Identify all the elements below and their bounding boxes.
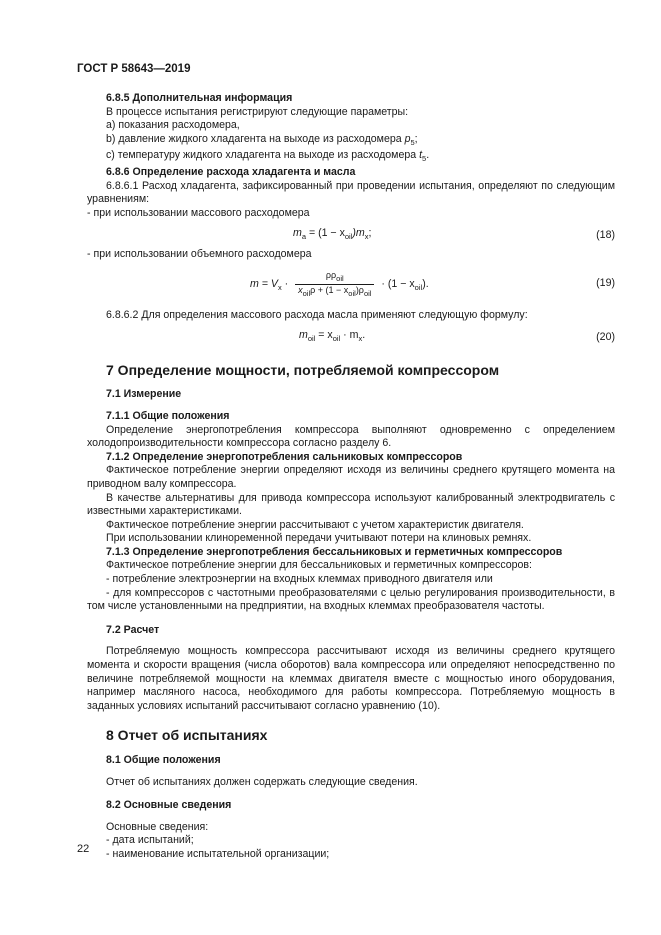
s685-item-a: а) показания расходомера, [106,119,240,132]
equation-20-number: (20) [596,330,615,343]
s82-item-1: - дата испытаний; [106,834,194,847]
section-7-title: 7 Определение мощности, потребляемой компрессором [106,361,500,378]
equation-18-number: (18) [596,228,615,241]
section-7-2-title: 7.2 Расчет [106,623,160,636]
equation-19-number: (19) [596,277,615,290]
equation-18-expression: $m_a = (1 - x_{oil})m_x$; [293,227,372,242]
s686-p1: 6.8.6.1 Расход хладагента, зафиксированный при проведении испытания, определяют по следующим уравнениям: [87,179,615,206]
equation-20-expression: $m_{oil} = x_{oil} \cdot m_x$. [299,329,366,344]
equation-19 [87,267,615,301]
section-6-8-6-title: 6.8.6 Определение расхода хладагента и масла [106,166,356,179]
s712-p2: В качестве альтернативы для привода компрессора используют калиброванный электродвигатель с известными характеристиками. [87,491,615,518]
section-8-title: 8 Отчет об испытаниях [106,727,268,744]
section-7-1-2-title: 7.1.2 Определение энергопотребления сальниковых компрессоров [106,450,463,463]
s711-text: Определение энергопотребления компрессора выполняют одновременно с определением холодопроизводительности компрессора согласно разделу 6. [87,423,615,450]
s685-item-c: c) температуру жидкого хладагента на выходе из расходомера $t_5$. [106,149,430,164]
s72-text: Потребляемую мощность компрессора рассчитывают исходя из величины среднего крутящего момента и скорости вращения (числа оборотов) вала компрессора или определяют непосредственно по величине потребляемой мощности на клеммах двигателя вместе с мощностью иного оборудования, например масляного насоса, необходимого для работы компрессора. Потребляемую мощность в заданных условиях испытаний рассчитывают согласно уравнению (10). [87,645,615,712]
page-number: 22 [77,843,90,855]
section-8-2-title: 8.2 Основные сведения [106,799,232,812]
s82-item-2: - наименование испытательной организации; [106,847,330,860]
s712-p4: При использовании клиноременной передачи учитывают потери на клиновых ремнях. [106,532,532,545]
s686-p2: 6.8.6.2 Для определения массового расхода масла применяют следующую формулу: [106,309,528,322]
equation-18 [87,226,615,246]
section-6-8-5-title: 6.8.5 Дополнительная информация [106,92,293,104]
s686-vol-label: - при использовании объемного расходомера [87,247,312,260]
s685-item-b: b) давление жидкого хладагента на выходе из расходомера $p_5$; [106,132,418,147]
s713-p1: Фактическое потребление энергии для бессальниковых и герметичных компрессоров: [106,559,532,572]
equation-19-fraction: $\frac{\rho\rho_{oil}}{x_{oil}\rho + (1 - x_{oil})\rho_{oil}}$ [295,270,374,299]
s712-p1: Фактическое потребление энергии определяют исходя из величины среднего крутящего момента на приводном валу компрессора. [87,464,615,490]
s81-text: Отчет об испытаниях должен содержать следующие сведения. [106,775,418,788]
section-7-1-title: 7.1 Измерение [106,388,182,401]
page-content [87,92,615,862]
s713-p3: - для компрессоров с частотными преобразователями с целью регулирования производительности, в том числе установленными на предприятии, на входных клеммах преобразователя частоты. [87,586,615,613]
s713-p2: - потребление электроэнергии на входных клеммах приводного двигателя или [106,573,493,586]
equation-20 [87,328,615,348]
s82-intro: Основные сведения: [106,820,209,833]
equation-19-expression: $m = V_x$ · $\frac{\rho\rho_{oil}}{x_{oil}\rho + (1 - x_{oil})\rho_{oil}}$ · $(1 - x_{oil})$. [250,269,429,298]
section-7-1-1-title: 7.1.1 Общие положения [106,409,230,422]
s712-p3: Фактическое потребление энергии рассчитывают с учетом характеристик двигателя. [106,518,524,531]
section-7-1-3-title: 7.1.3 Определение энергопотребления бессальниковых и герметичных компрессоров [106,545,563,558]
s685-intro: В процессе испытания регистрируют следующие параметры: [106,105,409,118]
section-8-1-title: 8.1 Общие положения [106,754,221,766]
standard-header: ГОСТ Р 58643—2019 [77,63,191,75]
s686-mass-label: - при использовании массового расходомера [87,206,310,219]
